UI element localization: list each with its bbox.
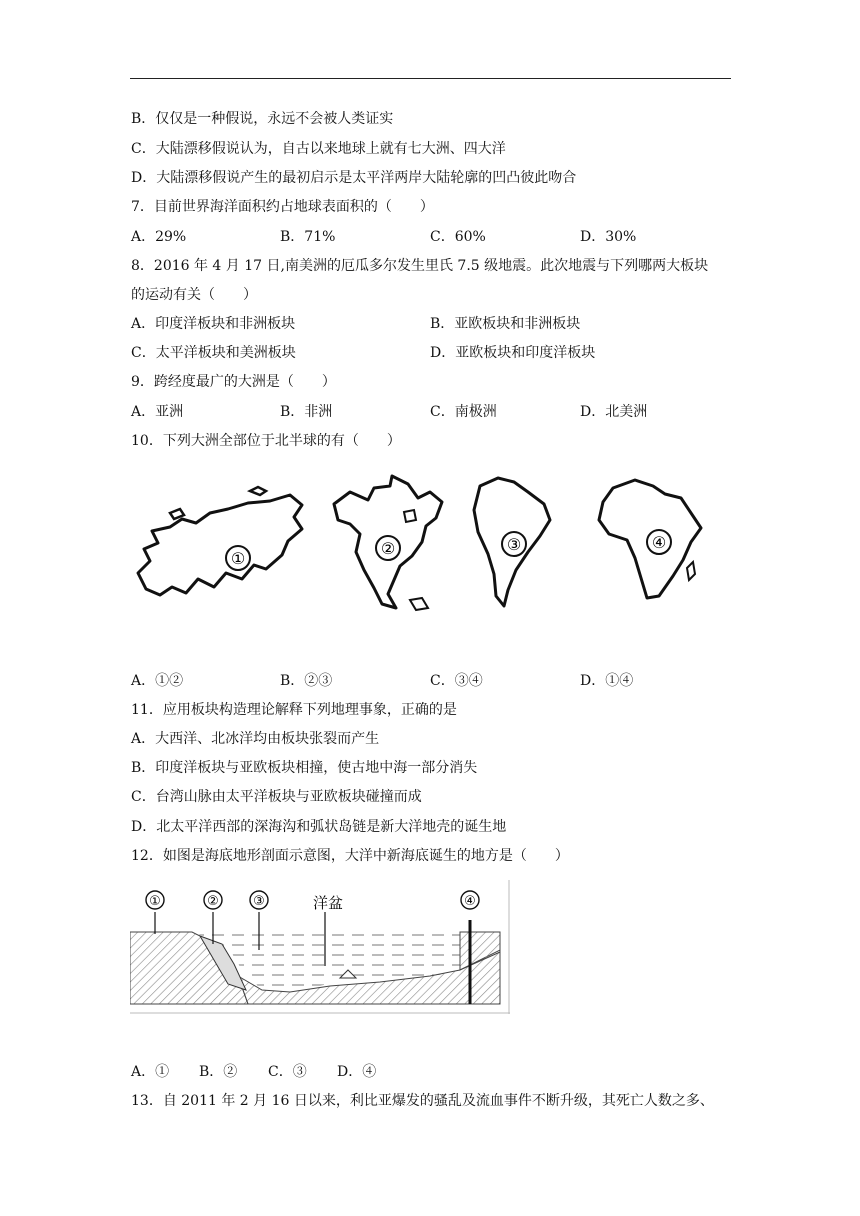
q7-option-d: D．30% xyxy=(580,229,637,245)
q9-stem: 9．跨经度最广的大洲是（ ） xyxy=(131,374,336,390)
q11-stem: 11．应用板块构造理论解释下列地理事象，正确的是 xyxy=(131,702,457,718)
profile-marker-1: ① xyxy=(149,894,161,909)
q11-option-a: A．大西洋、北冰洋均由板块张裂而产生 xyxy=(131,731,380,747)
q8-option-b: B．亚欧板块和非洲板块 xyxy=(430,316,581,332)
q6-option-b: B．仅仅是一种假说，永远不会被人类证实 xyxy=(131,111,394,127)
q12-option-d: D．④ xyxy=(337,1064,377,1080)
q10-option-c: C．③④ xyxy=(430,673,483,689)
q11-option-b: B．印度洋板块与亚欧板块相撞，使古地中海一部分消失 xyxy=(131,760,478,776)
q12-option-b: B．② xyxy=(199,1064,238,1080)
q10-option-d: D．①④ xyxy=(580,673,634,689)
q7-option-b: B．71% xyxy=(280,229,336,245)
q6-option-d: D．大陆漂移假说产生的最初启示是太平洋两岸大陆轮廓的凹凸彼此吻合 xyxy=(131,170,577,186)
q7-option-c: C．60% xyxy=(430,229,486,245)
q12-option-a: A．① xyxy=(131,1064,170,1080)
q8-option-a: A．印度洋板块和非洲板块 xyxy=(131,316,296,332)
q10-option-a: A．①② xyxy=(131,673,184,689)
header-rule xyxy=(130,78,731,79)
q7-option-a: A．29% xyxy=(131,229,187,245)
africa-map xyxy=(595,476,705,606)
profile-marker-2: ② xyxy=(207,894,219,909)
q9-option-d: D．北美洲 xyxy=(580,404,648,420)
q7-stem: 7．目前世界海洋面积约占地球表面积的（ ） xyxy=(131,199,434,215)
map-label-2: ② xyxy=(380,539,396,558)
q8-stem-line1: 8．2016 年 4 月 17 日,南美洲的厄瓜多尔发生里氏 7.5 级地震。此次地震与下列哪两大板块 xyxy=(131,258,709,274)
q10-stem: 10．下列大洲全部位于北半球的有（ ） xyxy=(131,433,401,449)
q8-option-c: C．太平洋板块和美洲板块 xyxy=(131,345,296,361)
q9-option-a: A．亚洲 xyxy=(131,404,184,420)
q10-option-b: B．②③ xyxy=(280,673,333,689)
seafloor-profile-figure xyxy=(130,880,510,1014)
q11-option-d: D．北太平洋西部的深海沟和弧状岛链是新大洋地壳的诞生地 xyxy=(131,819,507,835)
profile-marker-4: ④ xyxy=(464,894,476,909)
map-label-3: ③ xyxy=(506,535,522,554)
map-label-4: ④ xyxy=(651,533,667,552)
profile-basin-label: 洋盆 xyxy=(312,894,344,912)
map-label-1: ① xyxy=(230,549,246,568)
south-america-map xyxy=(470,474,555,614)
q6-option-c: C．大陆漂移假说认为，自古以来地球上就有七大洲、四大洋 xyxy=(131,141,506,157)
q13-stem: 13．自 2011 年 2 月 16 日以来，利比亚爆发的骚乱及流血事件不断升级，其死亡人数之多、 xyxy=(131,1093,714,1109)
q12-option-c: C．③ xyxy=(268,1064,307,1080)
profile-marker-3: ③ xyxy=(253,894,265,909)
q9-option-b: B．非洲 xyxy=(280,404,333,420)
q8-stem-line2: 的运动有关（ ） xyxy=(131,287,257,303)
eurasia-map xyxy=(130,483,310,613)
q11-option-c: C．台湾山脉由太平洋板块与亚欧板块碰撞而成 xyxy=(131,789,422,805)
q12-stem: 12．如图是海底地形剖面示意图，大洋中新海底诞生的地方是（ ） xyxy=(131,848,569,864)
north-america-map xyxy=(330,470,450,620)
q8-option-d: D．亚欧板块和印度洋板块 xyxy=(430,345,596,361)
q9-option-c: C．南极洲 xyxy=(430,404,497,420)
